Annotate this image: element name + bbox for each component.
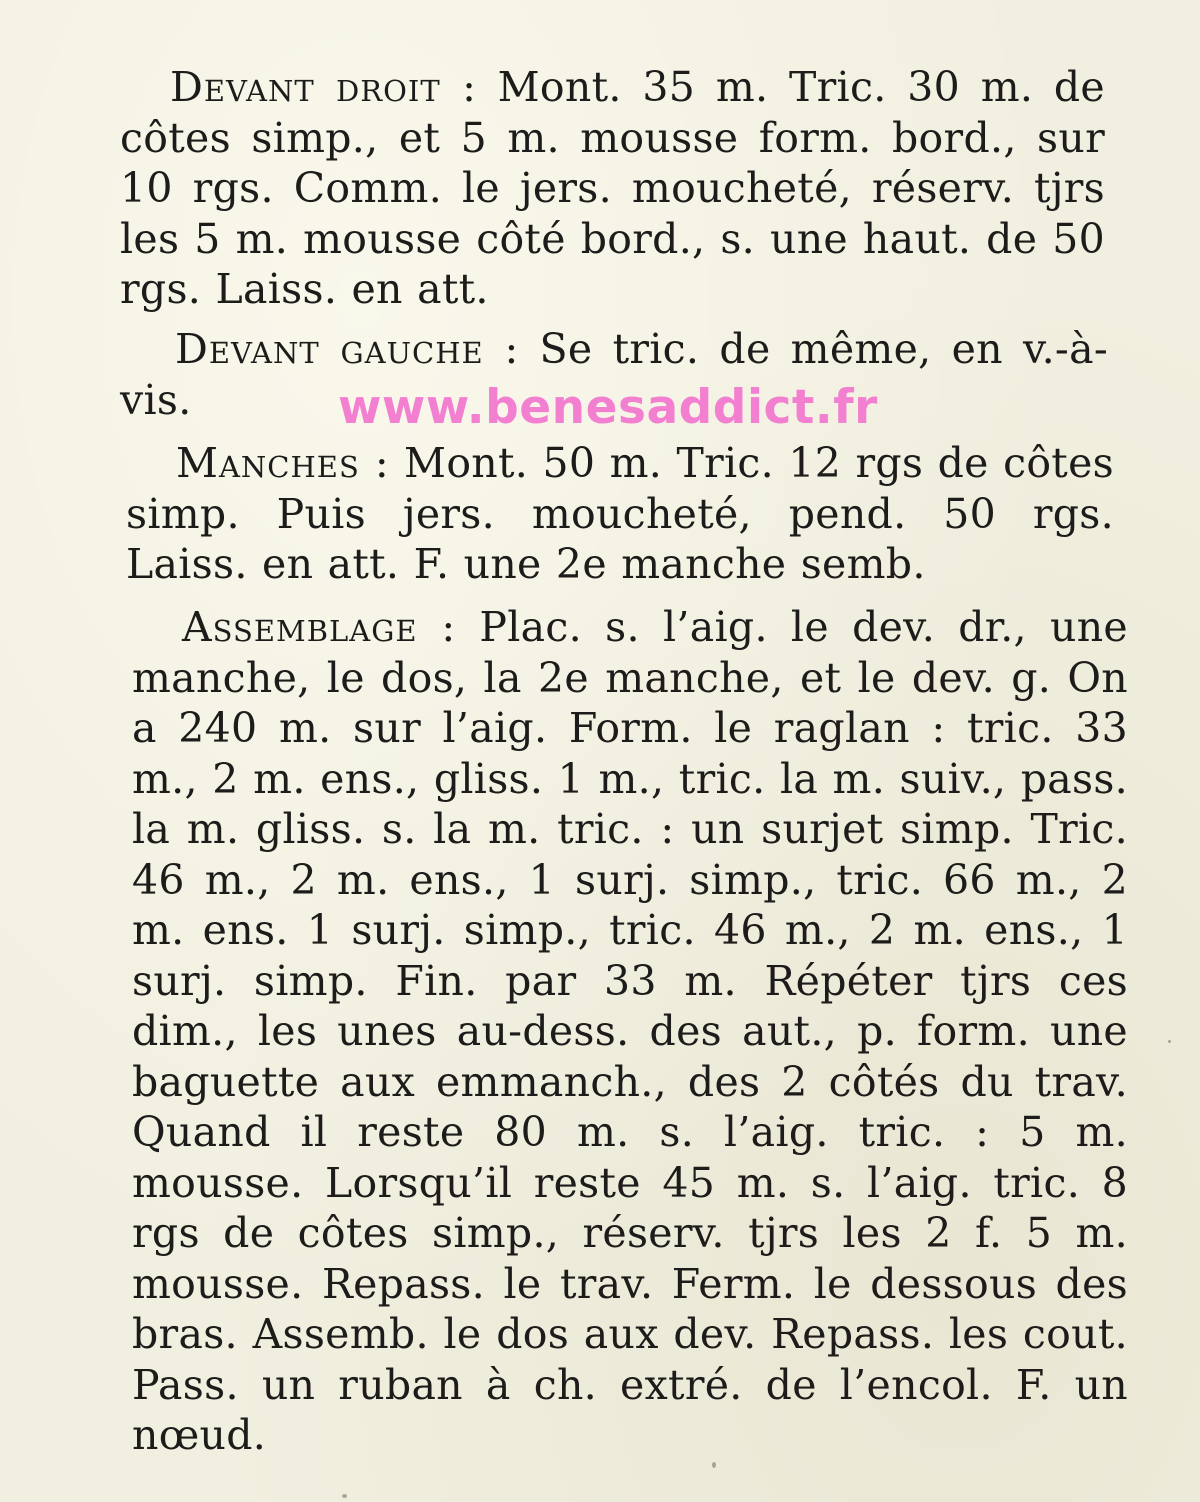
- heading-devant-droit: Devant droit :: [170, 63, 477, 111]
- watermark-url: www.benesaddict.fr: [338, 380, 878, 435]
- body-devant-droit: Mont. 35 m. Tric. 30 m. de côtes simp., et 5 m. mousse form. bord., sur 10 rgs. Comm. le jers. moucheté, réserv. tjrs les 5 m. mousse côté bord., s. une haut. de 50 rgs. Laiss. en att.: [120, 63, 1105, 313]
- body-assemblage: Plac. s. l’aig. le dev. dr., une manche, le dos, la 2e manche, et le dev. g. On a 240 m. sur l’aig. Form. le raglan : tric. 33 m., 2 m. ens., gliss. 1 m., tric. la m. suiv., pass. la m. gliss. s. la m. tric. : un surjet simp. Tric. 46 m., 2 m. ens., 1 surj. simp., tric. 66 m., 2 m. ens. 1 surj. simp., tric. 46 m., 2 m. ens., 1 surj. simp. Fin. par 33 m. Répéter tjrs ces dim., les unes au-dess. des aut., p. form. une baguette aux emmanch., des 2 côtés du trav. Quand il reste 80 m. s. l’aig. tric. : 5 m. mousse. Lorsqu’il reste 45 m. s. l’aig. tric. 8 rgs de côtes simp., réserv. tjrs les 2 f. 5 m. mousse. Repass. le trav. Ferm. le dessous des bras. Assemb. le dos aux dev. Repass. les cout. Pass. un ruban à ch. extré. de l’encol. F. un nœud.: [132, 603, 1128, 1459]
- body-devant-gauche: Se tric. de même, en v.-à-vis.: [120, 325, 1108, 424]
- paper-speck: [712, 1462, 716, 1468]
- heading-manches: Manches :: [176, 439, 390, 487]
- body-manches: Mont. 50 m. Tric. 12 rgs de côtes simp. Puis jers. moucheté, pend. 50 rgs. Laiss. en att. F. une 2e manche semb.: [126, 439, 1114, 588]
- heading-assemblage: Assemblage :: [182, 603, 457, 651]
- paragraph-devant-droit: [120, 62, 1105, 315]
- paragraph-assemblage: [132, 602, 1128, 1461]
- paper-speck: [342, 1494, 347, 1498]
- heading-devant-gauche: Devant gauche :: [175, 325, 520, 373]
- paragraph-manches: [126, 438, 1114, 590]
- paper-speck: [1168, 1040, 1171, 1043]
